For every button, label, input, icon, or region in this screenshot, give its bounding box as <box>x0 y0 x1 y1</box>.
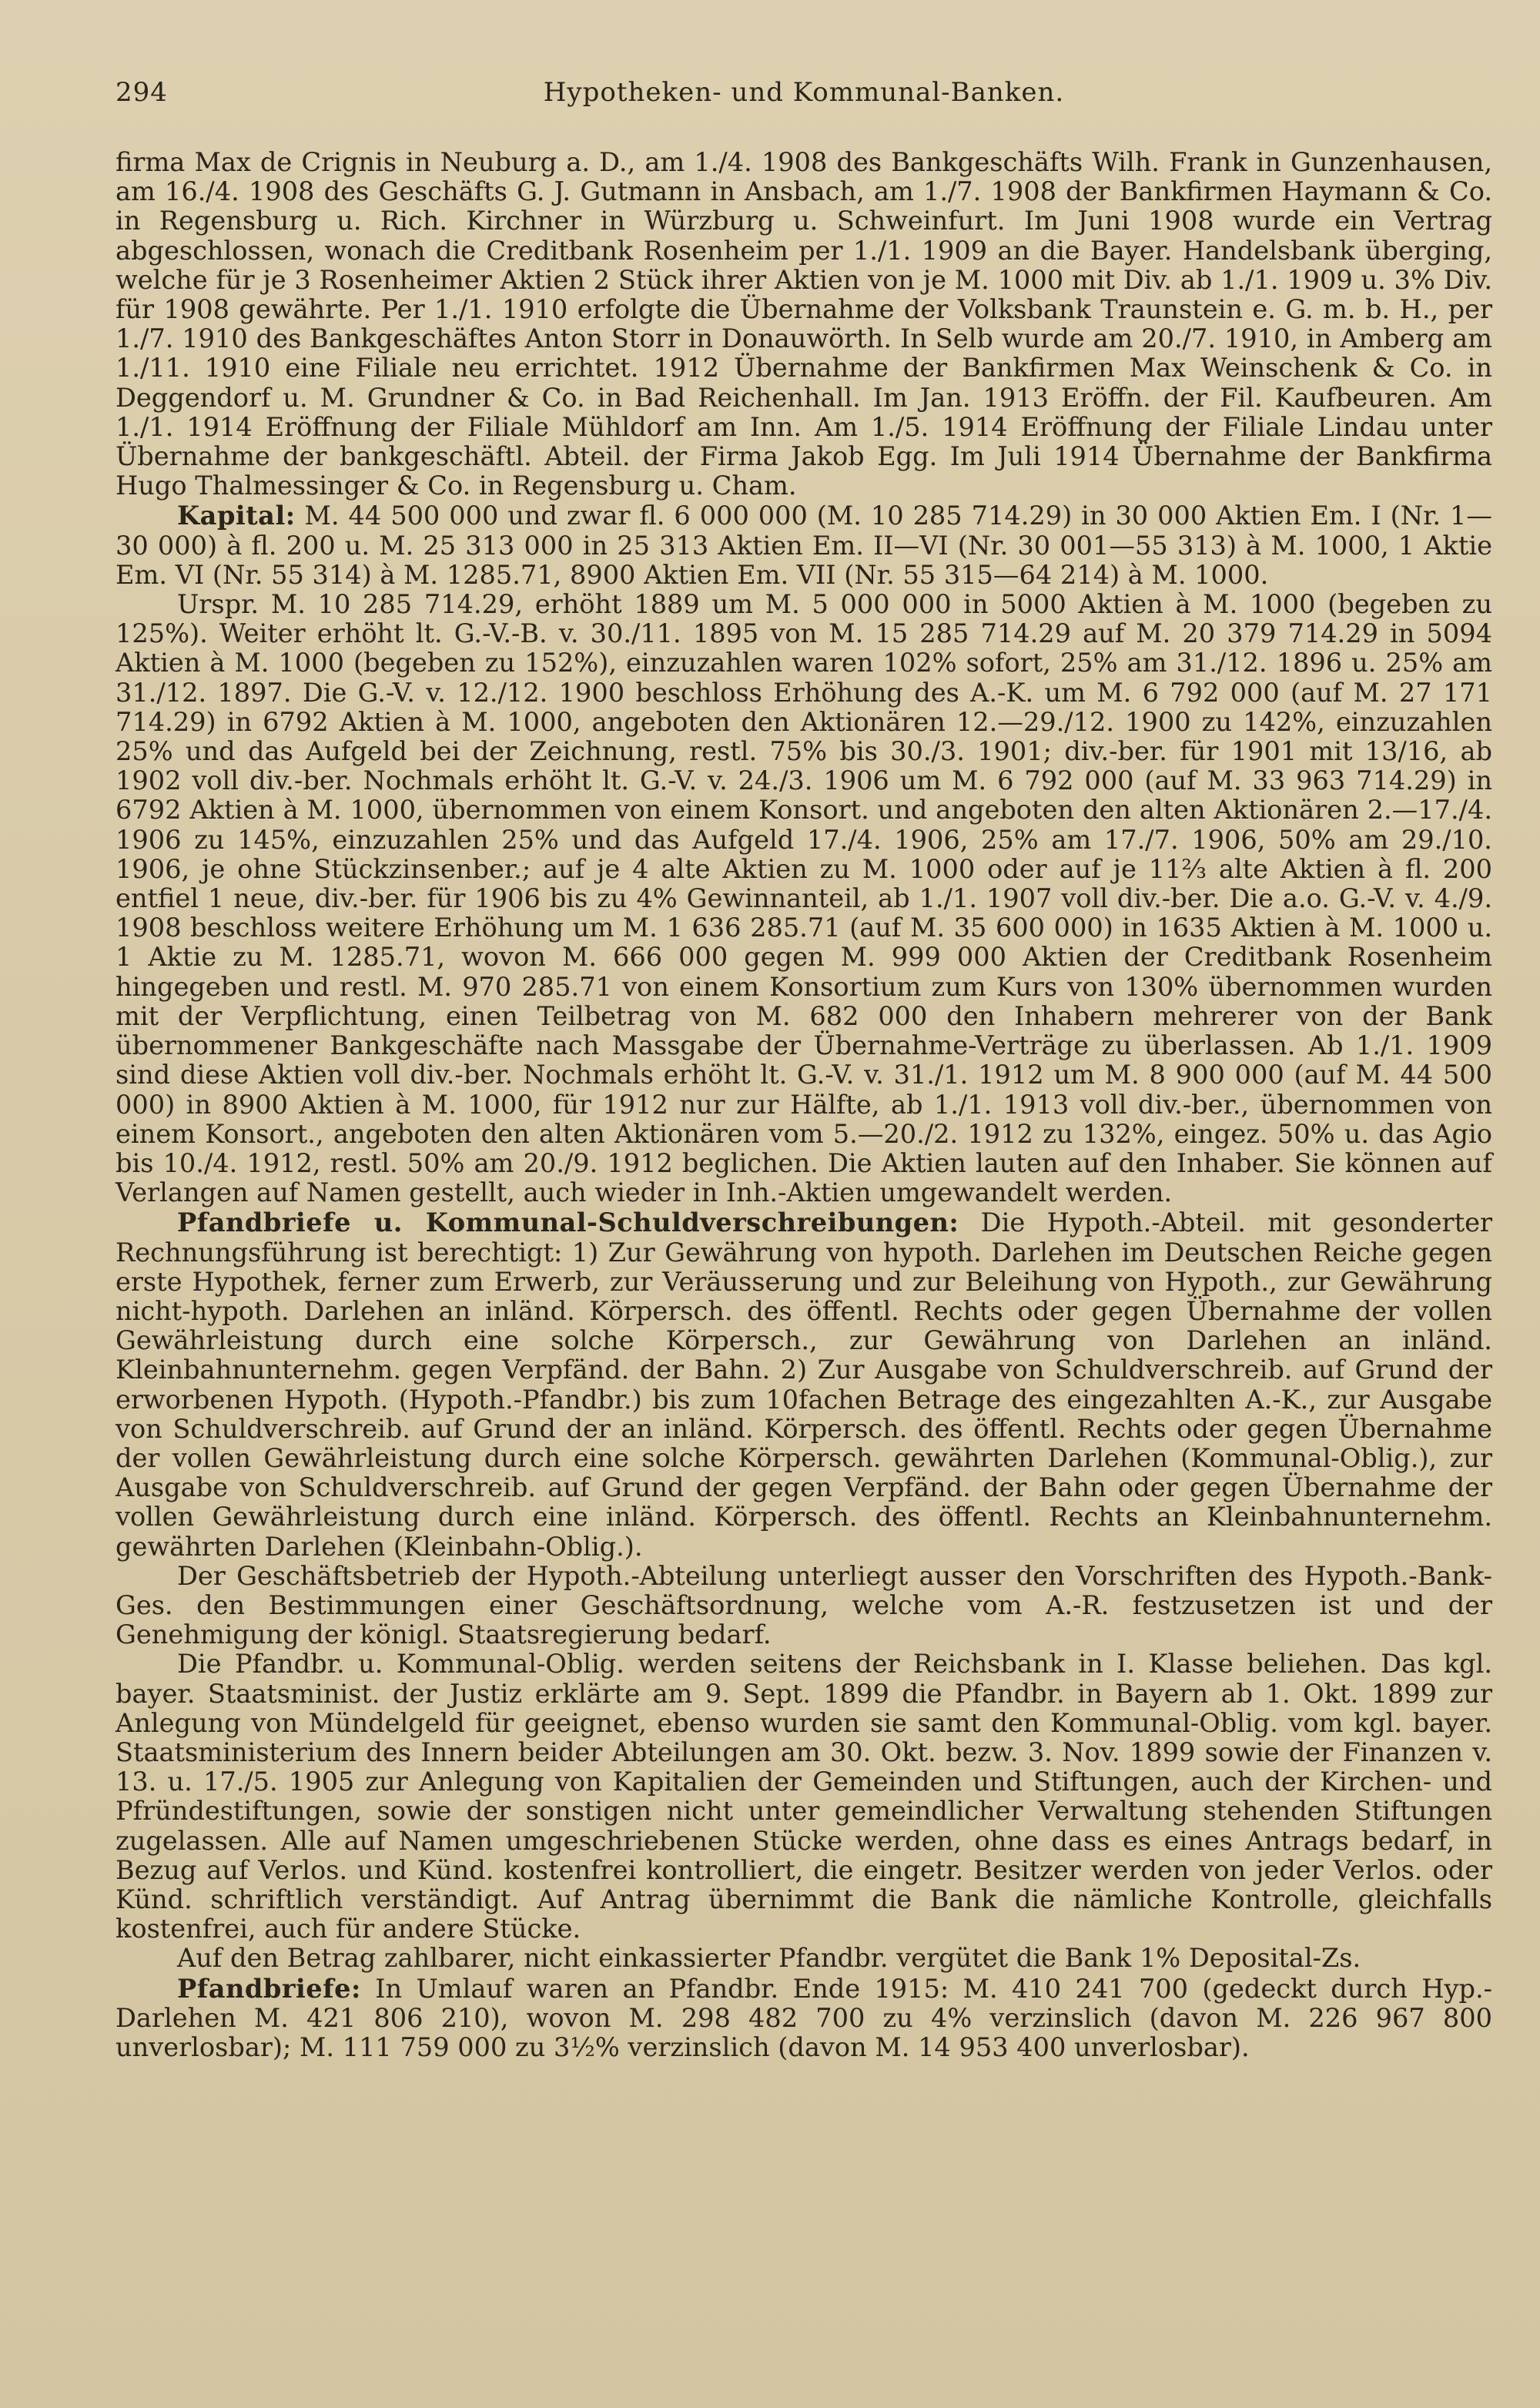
page-number: 294 <box>116 77 168 108</box>
text-pfandbriefe-kommunal: Die Hypoth.-Abteil. mit gesonderter Rechnungsführung ist berechtigt: 1) Zur Gewährung von hypoth. Darlehen im Deutschen Reiche gegen erste Hypothek, ferner zum Erwerb, zur Veräusserung und zur Beleihung von Hypoth., zur Gewährung nicht-hypoth. Darlehen an inländ. Körpersch. des öffentl. Rechts oder gegen Übernahme der vollen Gewährleistung durch eine solche Körpersch., zur Gewährung von Darlehen an inländ. Kleinbahnunternehm. gegen Verpfänd. der Bahn. 2) Zur Ausgabe von Schuldverschreib. auf Grund der erworbenen Hypoth. (Hypoth.-Pfandbr.) bis zum 10fachen Betrage des eingezahlten A.-K., zur Ausgabe von Schuldverschreib. auf Grund der an inländ. Körpersch. des öffentl. Rechts oder gegen Übernahme der vollen Gewährleistung durch eine solche Körpersch. gewährten Darlehen (Kommunal-Oblig.), zur Ausgabe von Schuldverschreib. auf Grund der gegen Verpfänd. der Bahn oder gegen Übernahme der vollen Gewährleistung durch eine inländ. Körpersch. des öffentl. Rechts an Kleinbahnunternehm. gewährten Darlehen (Kleinbahn-Oblig.). <box>116 1207 1493 1562</box>
paragraph-history: firma Max de Crignis in Neuburg a. D., am 1./4. 1908 des Bankgeschäfts Wilh. Frank in Gunzenhausen, am 16./4. 1908 des Geschäfts G. J. Gutmann in Ansbach, am 1./7. 1908 der Bankfirmen Haymann & Co. in Regensburg u. Rich. Kirchner in Würzburg u. Schweinfurt. Im Juni 1908 wurde ein Vertrag abgeschlossen, wonach die Creditbank Rosenheim per 1./1. 1909 an die Bayer. Handelsbank überging, welche für je 3 Rosenheimer Aktien 2 Stück ihrer Aktien von je M. 1000 mit Div. ab 1./1. 1909 u. 3% Div. für 1908 gewährte. Per 1./1. 1910 erfolgte die Übernahme der Volksbank Traunstein e. G. m. b. H., per 1./7. 1910 des Bankgeschäftes Anton Storr in Donauwörth. In Selb wurde am 20./7. 1910, in Amberg am 1./11. 1910 eine Filiale neu errichtet. 1912 Übernahme der Bankfirmen Max Weinschenk & Co. in Deggendorf u. M. Grundner & Co. in Bad Reichenhall. Im Jan. 1913 Eröffn. der Fil. Kaufbeuren. Am 1./1. 1914 Eröffnung der Filiale Mühldorf am Inn. Am 1./5. 1914 Eröffnung der Filiale Lindau unter Übernahme der bankgeschäftl. Abteil. der Firma Jakob Egg. Im Juli 1914 Übernahme der Bankfirma Hugo Thalmessinger & Co. in Regensburg u. Cham. <box>116 147 1492 501</box>
text-kapital: M. 44 500 000 und zwar fl. 6 000 000 (M. 10 285 714.29) in 30 000 Aktien Em. I (Nr. 1—30 000) à fl. 200 u. M. 25 313 000 in 25 313 Aktien Em. II—VI (Nr. 30 001—55 313) à M. 1000, 1 Aktie Em. VI (Nr. 55 314) à M. 1285.71, 8900 Aktien Em. VII (Nr. 55 315—64 214) à M. 1000. <box>116 501 1492 590</box>
body-text <box>116 148 1492 2062</box>
label-pfandbriefe: Pfandbriefe: <box>177 1972 361 2004</box>
paragraph-deposital: Auf den Betrag zahlbarer, nicht einkassierter Pfandbr. vergütet die Bank 1% Deposital-Zs. <box>177 1943 1361 1974</box>
label-pfandbriefe-kommunal: Pfandbriefe u. Kommunal-Schuldverschreibungen: <box>177 1207 959 1238</box>
paragraph-capital-history: Urspr. M. 10 285 714.29, erhöht 1889 um M. 5 000 000 in 5000 Aktien à M. 1000 (begeben zu 125%). Weiter erhöht lt. G.-V.-B. v. 30./11. 1895 von M. 15 285 714.29 auf M. 20 379 714.29 in 5094 Aktien à M. 1000 (begeben zu 152%), einzuzahlen waren 102% sofort, 25% am 31./12. 1896 u. 25% am 31./12. 1897. Die G.-V. v. 12./12. 1900 beschloss Erhöhung des A.-K. um M. 6 792 000 (auf M. 27 171 714.29) in 6792 Aktien à M. 1000, angeboten den Aktionären 12.—29./12. 1900 zu 142%, einzuzahlen 25% und das Aufgeld bei der Zeichnung, restl. 75% bis 30./3. 1901; div.-ber. für 1901 mit 13/16, ab 1902 voll div.-ber. Nochmals erhöht lt. G.-V. v. 24./3. 1906 um M. 6 792 000 (auf M. 33 963 714.29) in 6792 Aktien à M. 1000, übernommen von einem Konsort. und angeboten den alten Aktionären 2.—17./4. 1906 zu 145%, einzuzahlen 25% und das Aufgeld 17./4. 1906, 25% am 17./7. 1906, 50% am 29./10. 1906, je ohne Stückzinsenber.; auf je 4 alte Aktien zu M. 1000 oder auf je 11⅔ alte Aktien à fl. 200 entfiel 1 neue, div.-ber. für 1906 bis zu 4% Gewinnanteil, ab 1./1. 1907 voll div.-ber. Die a.o. G.-V. v. 4./9. 1908 beschloss weitere Erhöhung um M. 1 636 285.71 (auf M. 35 600 000) in 1635 Aktien à M. 1000 u. 1 Aktie zu M. 1285.71, wovon M. 666 000 gegen M. 999 000 Aktien der Creditbank Rosenheim hingegeben und restl. M. 970 285.71 von einem Konsortium zum Kurs von 130% übernommen wurden mit der Verpflichtung, einen Teilbetrag von M. 682 000 den Inhabern mehrerer von der Bank übernommener Bankgeschäfte nach Massgabe der Übernahme-Verträge zu überlassen. Ab 1./1. 1909 sind diese Aktien voll div.-ber. Nochmals erhöht lt. G.-V. v. 31./1. 1912 um M. 8 900 000 (auf M. 44 500 000) in 8900 Aktien à M. 1000, für 1912 nur zur Hälfte, ab 1./1. 1913 voll div.-ber., übernommen von einem Konsort., angeboten den alten Aktionären vom 5.—20./2. 1912 zu 132%, eingez. 50% u. das Agio bis 10./4. 1912, restl. 50% am 20./9. 1912 beglichen. Die Aktien lauten auf den Inhaber. Sie können auf Verlangen auf Namen gestellt, auch wieder in Inh.-Aktien umgewandelt werden. <box>116 589 1492 1208</box>
paragraph-pfandbriefe-kommunal <box>116 1207 1492 1561</box>
running-head: Hypotheken- und Kommunal-Banken. <box>543 77 1065 108</box>
text-pfandbriefe-umlauf: In Umlauf waren an Pfandbr. Ende 1915: M. 410 241 700 (gedeckt durch Hyp.-Darlehen M. 421 806 210), wovon M. 298 482 700 zu 4% verzinslich (davon M. 226 967 800 unverlosbar); M. 111 759 000 zu 3½% verzinslich (davon M. 14 953 400 unverlosbar). <box>116 1973 1492 2062</box>
page-header <box>116 69 1492 116</box>
paragraph-kapital <box>116 501 1492 590</box>
label-kapital: Kapital: <box>177 500 296 531</box>
paragraph-geschaeftsbetrieb: Der Geschäftsbetrieb der Hypoth.-Abteilung unterliegt ausser den Vorschriften des Hypoth.-Bank-Ges. den Bestimmungen einer Geschäftsordnung, welche vom A.-R. festzusetzen ist und der Genehmigung der königl. Staatsregierung bedarf. <box>116 1560 1492 1650</box>
paragraph-reichsbank: Die Pfandbr. u. Kommunal-Oblig. werden seitens der Reichsbank in I. Klasse beliehen. Das kgl. bayer. Staatsminist. der Justiz erklärte am 9. Sept. 1899 die Pfandbr. in Bayern ab 1. Okt. 1899 zur Anlegung von Mündelgeld für geeignet, ebenso wurden sie samt den Kommunal-Oblig. vom kgl. bayer. Staatsministerium des Innern beider Abteilungen am 30. Okt. bezw. 3. Nov. 1899 sowie der Finanzen v. 13. u. 17./5. 1905 zur Anlegung von Kapitalien der Gemeinden und Stiftungen, auch der Kirchen- und Pfründestiftungen, sowie der sonstigen nicht unter gemeindlicher Verwaltung stehenden Stiftungen zugelassen. Alle auf Namen umgeschriebenen Stücke werden, ohne dass es eines Antrags bedarf, in Bezug auf Verlos. und Künd. kostenfrei kontrolliert, die eingetr. Besitzer werden von jeder Verlos. oder Künd. schriftlich verständigt. Auf Antrag übernimmt die Bank die nämliche Kontrolle, gleichfalls kostenfrei, auch für andere Stücke. <box>116 1649 1492 1944</box>
paragraph-pfandbriefe-umlauf <box>116 1974 1492 2063</box>
